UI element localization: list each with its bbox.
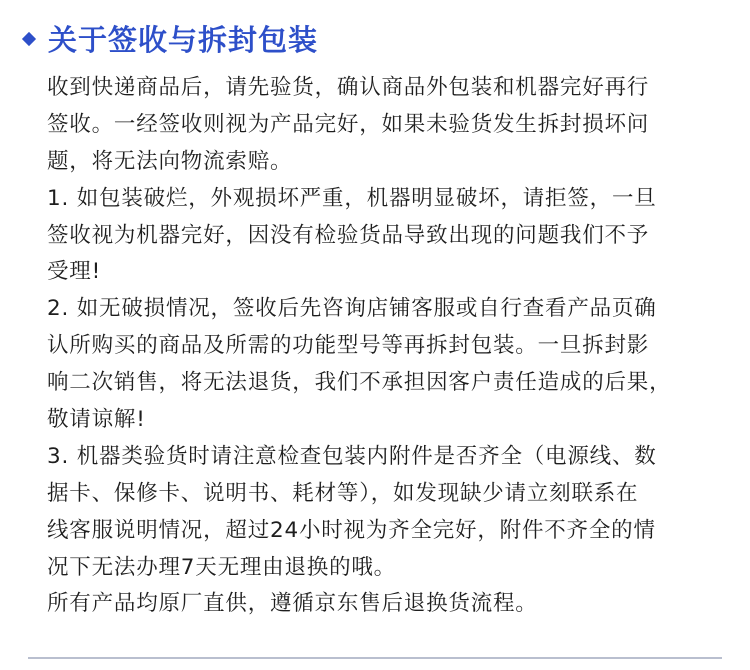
text-line: 线客服说明情况，超过24小时视为齐全完好，附件不齐全的情 [47, 517, 656, 543]
bottom-divider [28, 657, 722, 659]
section-header [24, 16, 318, 60]
text-line: 据卡、保修卡、说明书、耗材等），如发现缺少请立刻联系在 [47, 480, 639, 506]
policy-text [47, 70, 737, 623]
text-line: 认所购买的商品及所需的功能型号等再拆封包装。一旦拆封影 [47, 333, 650, 359]
text-line: 1. 如包装破烂，外观损坏严重，机器明显破坏，请拒签，一旦 [47, 185, 657, 211]
text-line: 题，将无法向物流索赔。 [47, 148, 293, 174]
text-line: 况下无法办理7天无理由退换的哦。 [47, 554, 396, 580]
text-line: 受理! [47, 259, 102, 285]
text-line: 所有产品均原厂直供，遵循京东售后退换货流程。 [47, 591, 538, 617]
section-title: 关于签收与拆封包装 [48, 22, 319, 57]
text-line: 敬请谅解! [47, 407, 146, 433]
text-line: 收到快递商品后，请先验货，确认商品外包装和机器完好再行 [47, 75, 650, 100]
text-line: 3. 机器类验货时请注意检查包装内附件是否齐全（电源线、数 [47, 443, 657, 469]
text-line: 签收。一经签收则视为产品完好，如果未验货发生拆封损坏问 [47, 111, 650, 137]
text-line: 签收视为机器完好，因没有检验货品导致出现的问题我们不予 [47, 222, 650, 248]
diamond-bullet-icon [22, 32, 36, 46]
text-line: 2. 如无破损情况，签收后先咨询店铺客服或自行查看产品页确 [47, 296, 657, 322]
text-line: 响二次销售，将无法退货，我们不承担因客户责任造成的后果， [47, 370, 672, 396]
